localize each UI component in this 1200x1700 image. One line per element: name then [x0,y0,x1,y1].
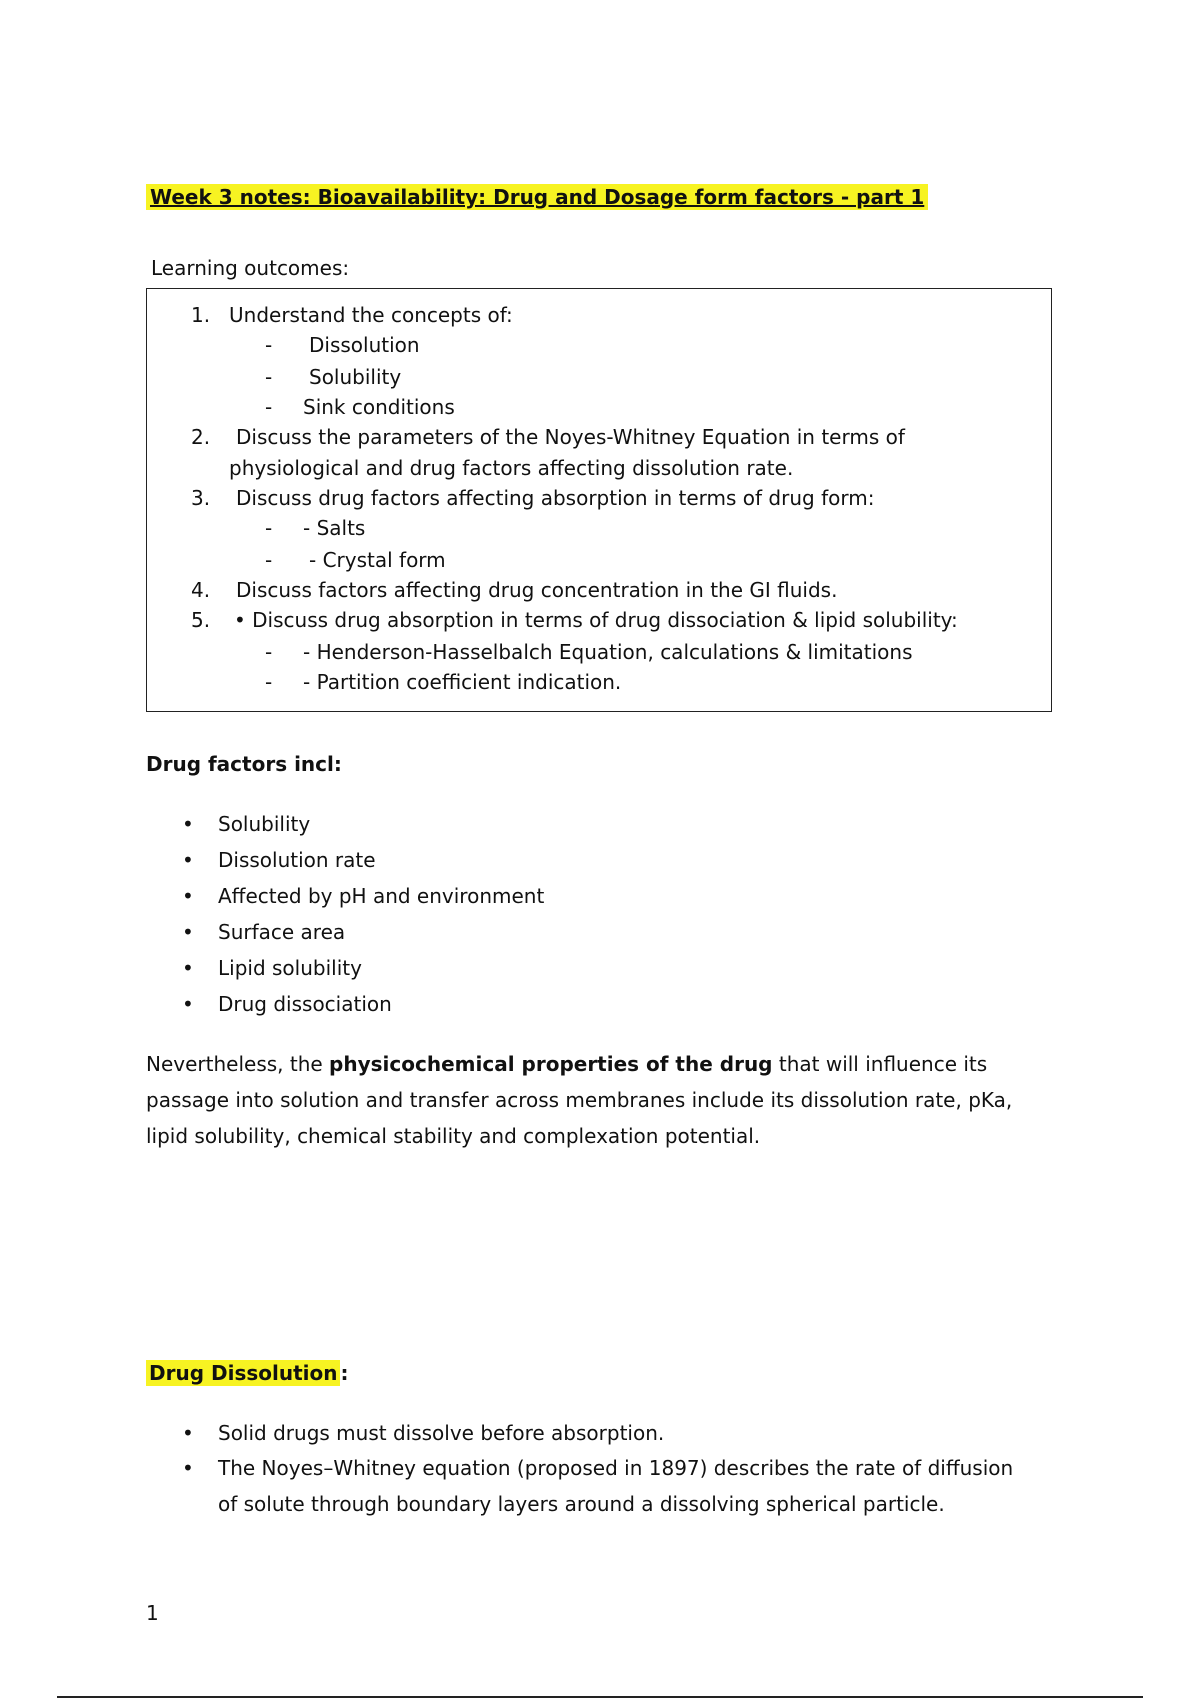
learning-outcomes-heading: Learning outcomes: [151,256,350,280]
outcome-text: Understand the concepts of: [229,303,513,327]
bullet-icon: • [182,956,194,980]
sub-dash: - [265,333,273,357]
footer-divider [57,1696,1143,1698]
sub-item: Solubility [309,365,402,389]
outcome-text: Discuss factors affecting drug concentration in the GI fluids. [236,578,838,602]
drug-factors-heading: Drug factors incl: [146,752,342,776]
page-number: 1 [146,1601,159,1625]
sub-item: Sink conditions [303,395,455,419]
heading-colon: : [340,1361,349,1385]
outcome-number: 2. [191,425,211,449]
bullet-icon: • [182,920,194,944]
sub-dash: - [265,670,273,694]
sub-item: - Salts [303,516,366,540]
dissolution-bullet-continued: of solute through boundary layers around a dissolving spherical particle. [218,1492,945,1516]
outcome-number: 1. [191,303,211,327]
drug-factor-item: Drug dissociation [218,992,392,1016]
sub-item: - Partition coefficient indication. [303,670,622,694]
bullet-icon: • [182,992,194,1016]
learning-outcomes-box [146,288,1052,712]
dissolution-bullet: Solid drugs must dissolve before absorption. [218,1421,665,1445]
drug-factor-item: Lipid solubility [218,956,362,980]
page-title: Week 3 notes: Bioavailability: Drug and Dosage form factors - part 1 [146,184,928,210]
drug-factor-item: Solubility [218,812,311,836]
sub-dash: - [265,365,273,389]
sub-dash: - [265,548,273,572]
sub-item: - Henderson-Hasselbalch Equation, calculations & limitations [303,640,913,664]
sub-item: Dissolution [309,333,420,357]
physicochemical-paragraph [146,1046,1046,1154]
bullet-icon: • [182,812,194,836]
outcome-text: • Discuss drug absorption in terms of drug dissociation & lipid solubility: [234,608,958,632]
outcome-text-continued: physiological and drug factors affecting dissolution rate. [229,456,794,480]
sub-item: - Crystal form [309,548,446,572]
outcome-number: 5. [191,608,211,632]
outcome-text: Discuss drug factors affecting absorption in terms of drug form: [236,486,875,510]
bullet-icon: • [182,848,194,872]
sub-dash: - [265,516,273,540]
outcome-number: 3. [191,486,211,510]
outcome-text: Discuss the parameters of the Noyes-Whitney Equation in terms of [236,425,905,449]
outcome-number: 4. [191,578,211,602]
drug-dissolution-heading [146,1361,348,1385]
bullet-icon: • [182,1421,194,1445]
sub-dash: - [265,640,273,664]
paragraph-text: Nevertheless, the [146,1052,330,1076]
drug-factor-item: Surface area [218,920,346,944]
sub-dash: - [265,395,273,419]
paragraph-bold-text: physicochemical properties of the drug [329,1052,773,1076]
drug-factor-item: Dissolution rate [218,848,376,872]
drug-dissolution-heading-text: Drug Dissolution [146,1360,340,1386]
paragraph-text: that will influence its passage into solution and transfer across membranes include its dissolution rate, pKa, lipid solubility, chemical stability and complexation potential. [146,1052,1013,1148]
drug-factor-item: Affected by pH and environment [218,884,545,908]
bullet-icon: • [182,1456,194,1480]
bullet-icon: • [182,884,194,908]
dissolution-bullet: The Noyes–Whitney equation (proposed in 1897) describes the rate of diffusion [218,1456,1014,1480]
